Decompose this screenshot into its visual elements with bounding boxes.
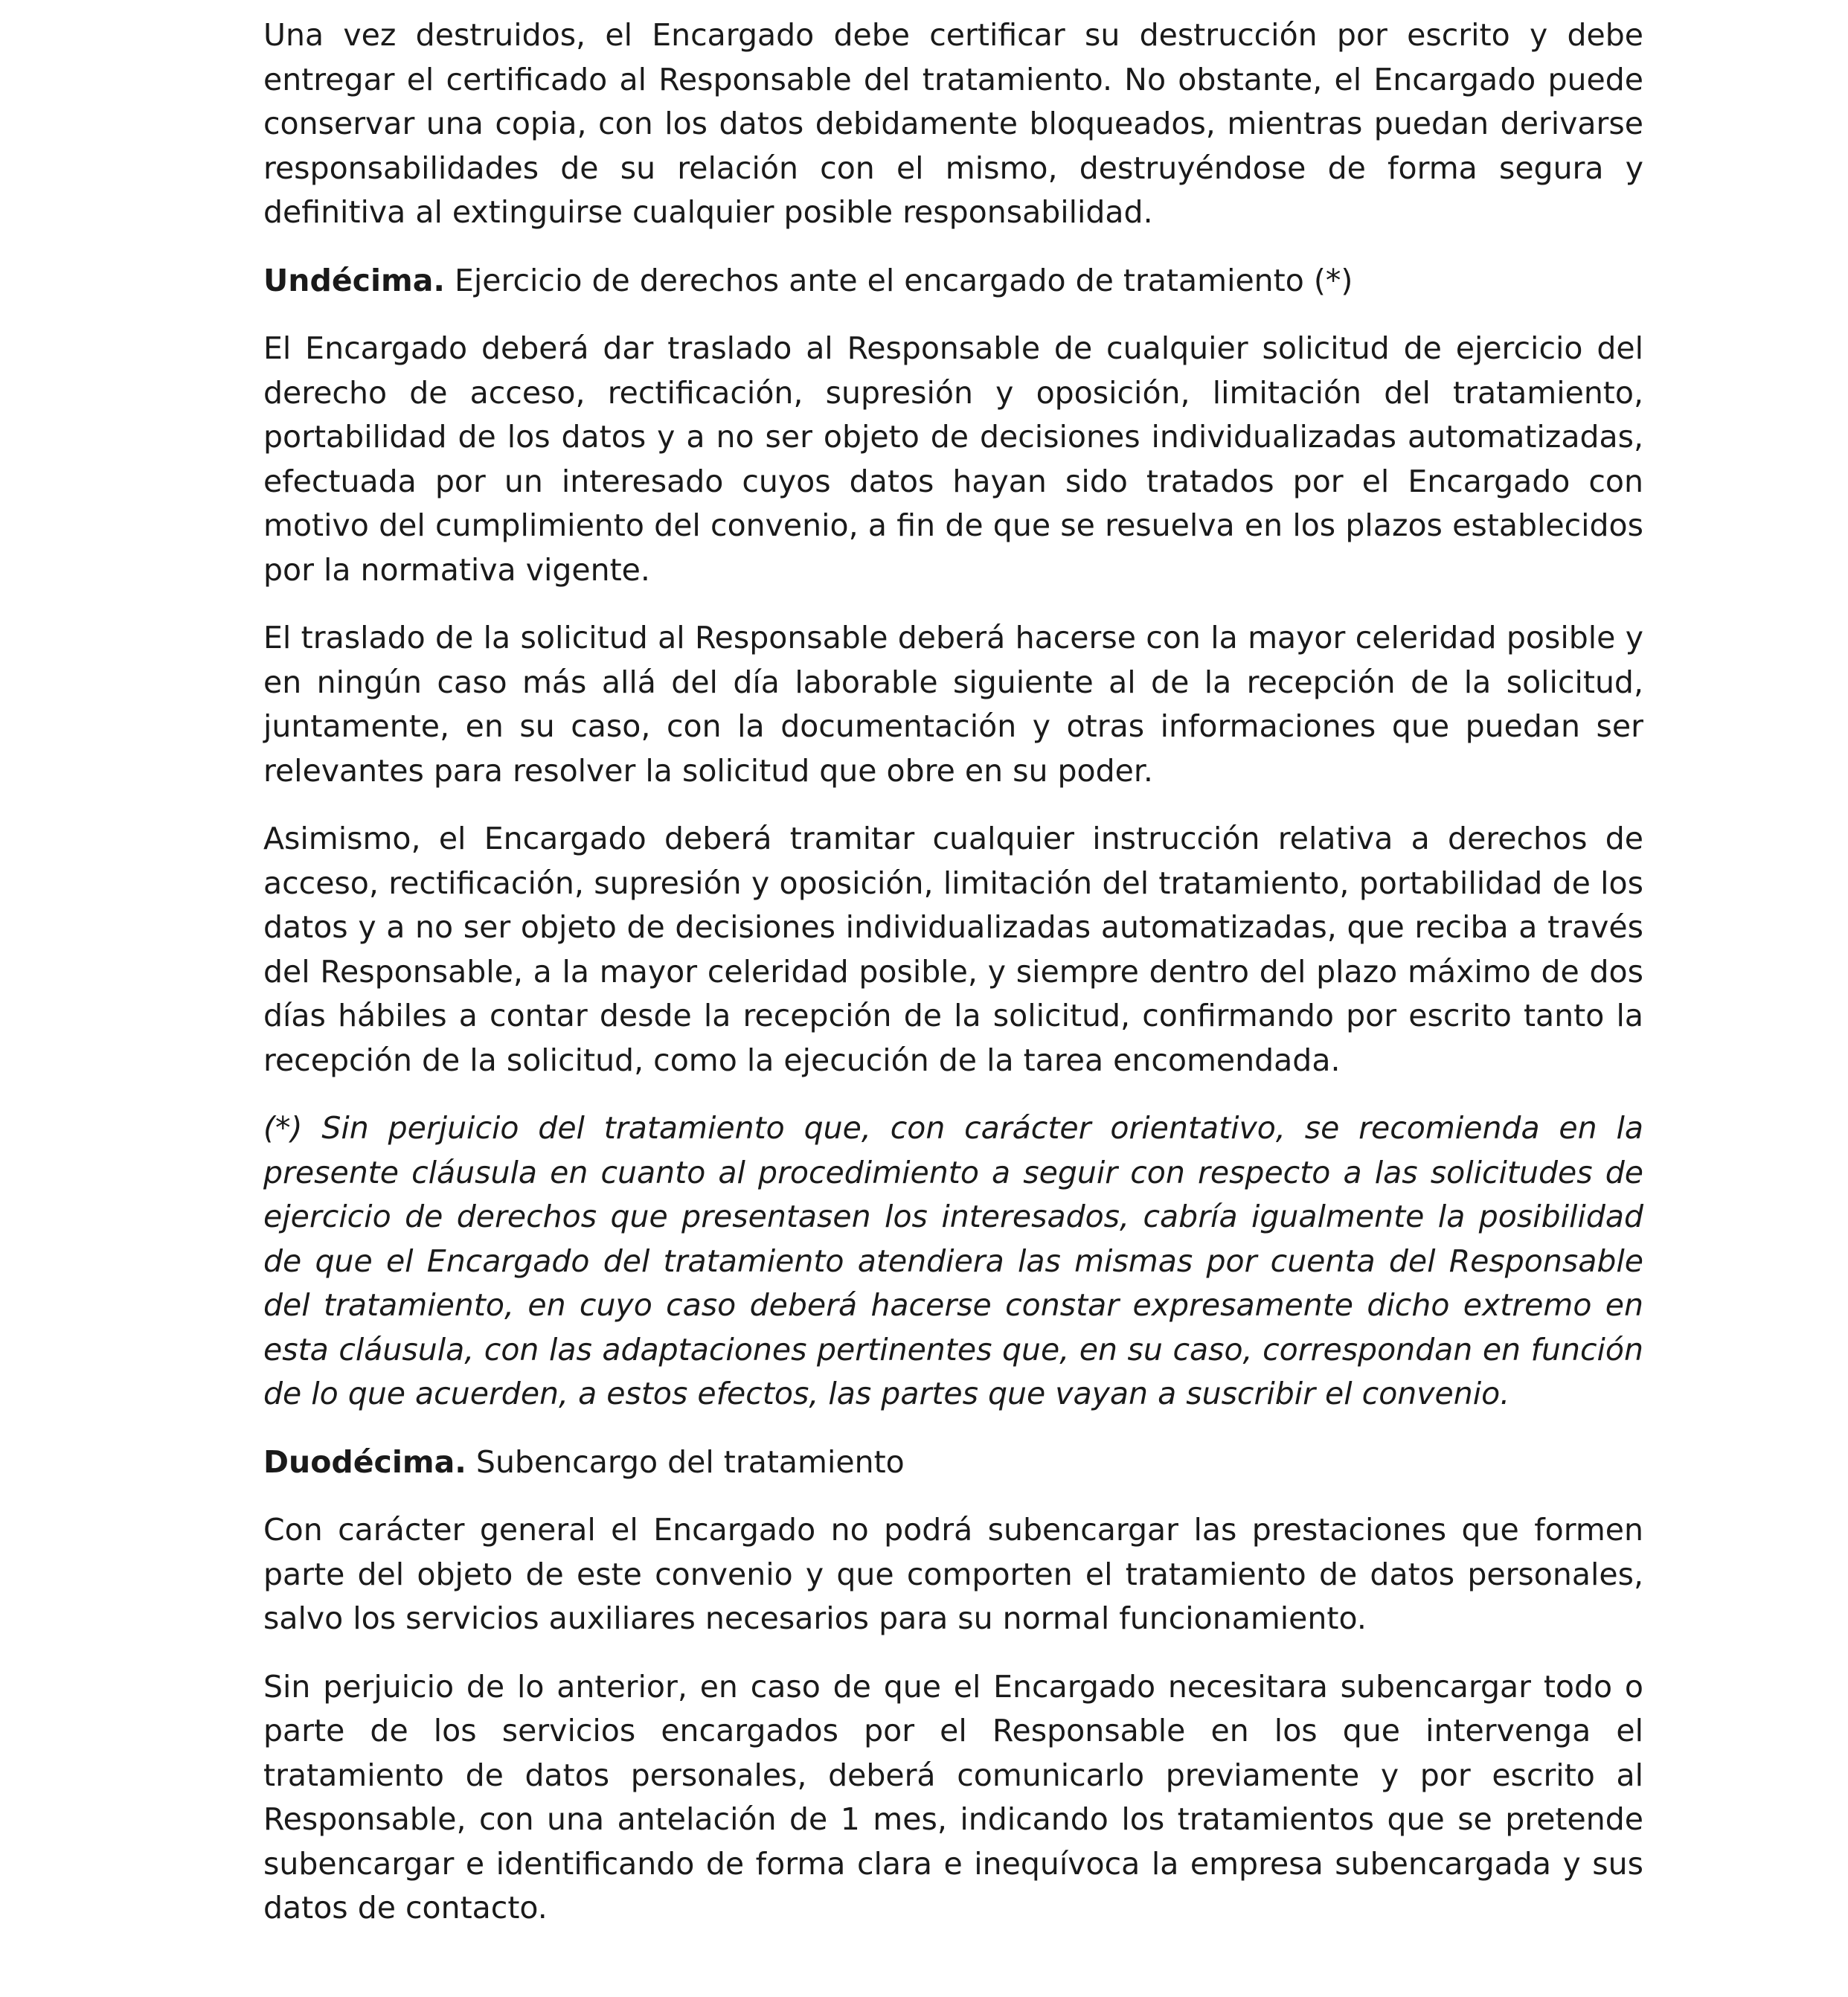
clause-heading-duodecima xyxy=(263,1440,1643,1485)
clause-number: Undécima. xyxy=(263,262,445,298)
paragraph-subcontracting-general: Con carácter general el Encargado no podrá subencargar las prestaciones que formen parte del objeto de este convenio y que comporten el tratamiento de datos personales, salvo los servicios auxiliares necesarios para su normal funcionamiento. xyxy=(263,1512,1643,1636)
clause-heading-undecima xyxy=(263,259,1643,304)
paragraph-transfer-timing: El traslado de la solicitud al Responsable deberá hacerse con la mayor celeridad posible y en ningún caso más allá del día laborable siguiente al de la recepción de la solicitud, juntamente, en su caso, con la documentación y otras informaciones que puedan ser relevantes para resolver la solicitud que obre en su poder. xyxy=(263,620,1643,789)
clause-title: Ejercicio de derechos ante el encargado de tratamiento (*) xyxy=(455,262,1353,298)
paragraph-transfer-requests: El Encargado deberá dar traslado al Responsable de cualquier solicitud de ejercicio del derecho de acceso, rectificación, supresión y oposición, limitación del tratamiento, portabilidad de los datos y a no ser objeto de decisiones individualizadas automatizadas, efectuada por un interesado cuyos datos hayan sido tratados por el Encargado con motivo del cumplimiento del convenio, a fin de que se resuelva en los plazos establecidos por la normativa vigente. xyxy=(263,330,1643,588)
paragraph-process-instructions: Asimismo, el Encargado deberá tramitar cualquier instrucción relativa a derechos de acceso, rectificación, supresión y oposición, limitación del tratamiento, portabilidad de los datos y a no ser objeto de decisiones individualizadas automatizadas, que reciba a través del Responsable, a la mayor celeridad posible, y siempre dentro del plazo máximo de dos días hábiles a contar desde la recepción de la solicitud, confirmando por escrito tanto la recepción de la solicitud, como la ejecución de la tarea encomendada. xyxy=(263,821,1643,1078)
document-page xyxy=(263,13,1643,1955)
clause-title: Subencargo del tratamiento xyxy=(475,1443,905,1480)
clause-number: Duodécima. xyxy=(263,1443,466,1480)
footnote-orientative: (*) Sin perjuicio del tratamiento que, con carácter orientativo, se recomienda en la presente cláusula en cuanto al procedimiento a seguir con respecto a las solicitudes de ejercicio de derechos que presentasen los interesados, cabría igualmente la posibilidad de que el Encargado del tratamiento atendiera las mismas por cuenta del Responsable del tratamiento, en cuyo caso deberá hacerse constar expresamente dicho extremo en esta cláusula, con las adaptaciones pertinentes que, en su caso, correspondan en función de lo que acuerden, a estos efectos, las partes que vayan a suscribir el convenio. xyxy=(263,1110,1643,1411)
paragraph-subcontracting-notice: Sin perjuicio de lo anterior, en caso de que el Encargado necesitara subencargar todo o parte de los servicios encargados por el Responsable en los que intervenga el tratamiento de datos personales, deberá comunicarlo previamente y por escrito al Responsable, con una antelación de 1 mes, indicando los tratamientos que se pretende subencargar e identificando de forma clara e inequívoca la empresa subencargada y sus datos de contacto. xyxy=(263,1668,1643,1926)
paragraph-destruction-certificate: Una vez destruidos, el Encargado debe certificar su destrucción por escrito y debe entregar el certificado al Responsable del tratamiento. No obstante, el Encargado puede conservar una copia, con los datos debidamente bloqueados, mientras puedan derivarse responsabilidades de su relación con el mismo, destruyéndose de forma segura y definitiva al extinguirse cualquier posible responsabilidad. xyxy=(263,17,1643,230)
